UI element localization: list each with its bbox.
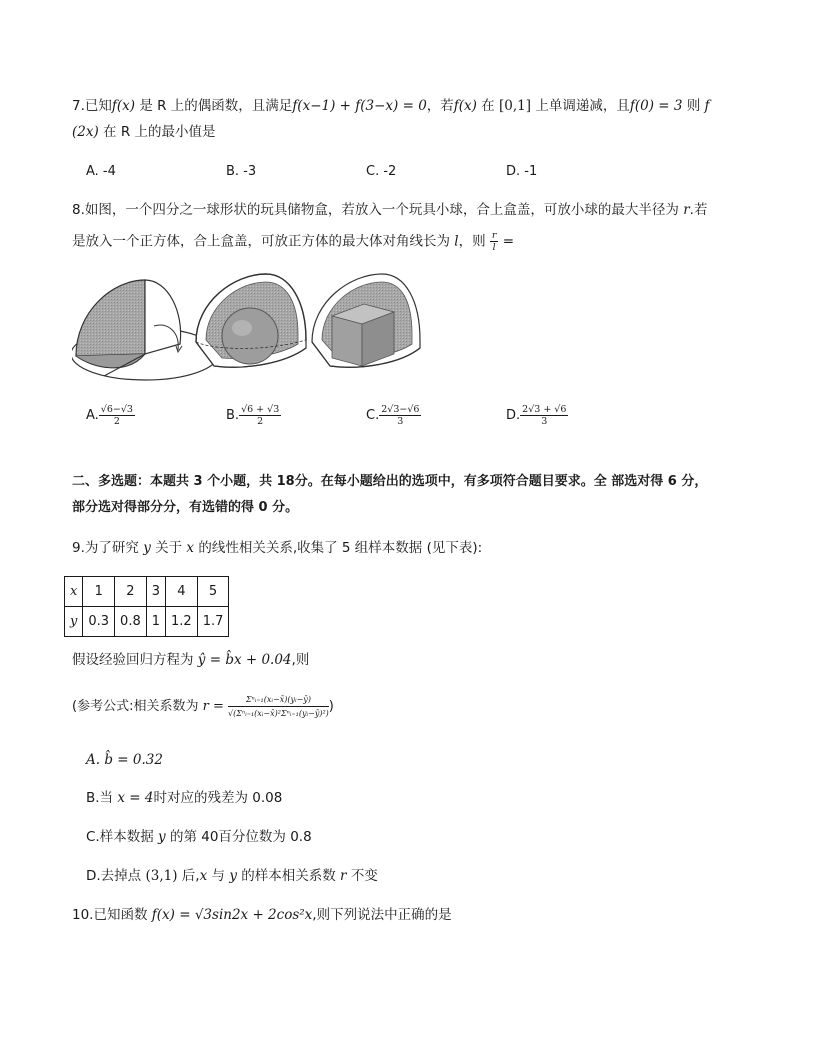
regression-equation: ŷ = b̂x + 0.04 (197, 652, 292, 668)
table-cell: 1 (83, 577, 115, 607)
q7-f0: f(0) = 3 (629, 98, 683, 114)
table-cell: 4 (166, 577, 198, 607)
q7-fx: f(x) (111, 98, 136, 114)
table-cell: 5 (197, 577, 229, 607)
figure-box-with-ball (196, 274, 306, 367)
section2-line2: 部分选对得部分分，有选错的得 0 分。 (72, 500, 299, 515)
q10-line1: 10.已知函数 f(x) = √3sin2x + 2cos²x,则下列说法中正确的是 (72, 907, 452, 923)
q9-option-a: A. b̂ = 0.32 (86, 752, 163, 768)
sample-data-table (64, 576, 229, 637)
q7-option-a: A. -4 (86, 164, 116, 179)
q7-option-d: D. -1 (506, 164, 538, 179)
q7-line2: (2x) 在 R 上的最小值是 (72, 124, 216, 140)
table-row-y (65, 607, 229, 637)
section2-line1: 二、多选题：本题共 3 个小题，共 18分。在每小题给出的选项中，有多项符合题目要求。全 部选对得 6 分， (72, 474, 708, 489)
table-cell: 0.3 (83, 607, 115, 637)
q7-equation: f(x−1) + f(3−x) = 0 (292, 98, 427, 114)
q9-option-c: C.样本数据 y 的第 40百分位数为 0.8 (86, 829, 312, 845)
q8-option-b: B. $\frac{√6 + √3}{2}$ (226, 404, 280, 427)
q9-line1: 9.为了研究 y 关于 x 的线性相关关系,收集了 5 组样本数据 (见下表): (72, 540, 483, 556)
table-row-x (65, 577, 229, 607)
table-cell: 1 (146, 607, 165, 637)
q8-line1: 8.如图，一个四分之一球形状的玩具储物盒，若放入一个玩具小球，合上盒盖，可放小球的最大半径为 r.若 (72, 202, 708, 218)
table-cell: 1.7 (197, 607, 229, 637)
table-cell: 0.8 (115, 607, 147, 637)
q8-option-c: C. $\frac{2√3-√6}{3}$ (366, 404, 420, 427)
table-cell: y (65, 607, 83, 637)
q8-option-a: A. $\frac{√6-√3}{2}$ (86, 404, 133, 427)
q9-option-d: D.去掉点 (3,1) 后,x 与 y 的样本相关系数 r 不变 (86, 868, 378, 884)
table-cell: x (65, 577, 83, 607)
q8-ratio: $\frac{r}{l}$ (491, 230, 497, 253)
q7-option-b: B. -3 (226, 164, 257, 179)
figure-box-with-cube (312, 274, 420, 367)
q7-line1: 7.已知f(x) 是 R 上的偶函数，且满足f(x−1) + f(3−x) = 0，若f(x) 在 [0,1] 上单调递减，且f(0) = 3 则 f (72, 98, 710, 114)
q10-function: f(x) = √3sin2x + 2cos²x (151, 907, 313, 923)
q8-line2: 是放入一个正方体，合上盒盖，可放正方体的最大体对角线长为 l，则 $\frac{r}{l}$ = (72, 230, 515, 253)
correlation-fraction: $\frac{\text{Σⁿᵢ₌₁(xᵢ−x̄)(yᵢ−ȳ)}}{\text{√(Σⁿᵢ₌₁(xᵢ−x̄)²Σⁿᵢ₌₁(yᵢ−ȳ)²)}}$ (227, 695, 329, 718)
table-cell: 1.2 (166, 607, 198, 637)
q7-option-c: C. -2 (366, 164, 397, 179)
quarter-sphere-figures (72, 272, 452, 387)
q9-reference-formula: (参考公式:相关系数为 r = $\frac{\text{Σⁿᵢ₌₁(xᵢ−x̄)(yᵢ−ȳ)}}{\text{√(Σⁿᵢ₌₁(xᵢ−x̄)²Σⁿᵢ₌₁(yᵢ−ȳ)²)}}$ ) (72, 695, 334, 718)
table-cell: 3 (146, 577, 165, 607)
table-cell: 2 (115, 577, 147, 607)
q8-option-d: D. $\frac{2√3 + √6}{3}$ (506, 404, 567, 427)
q9-regression-line: 假设经验回归方程为 ŷ = b̂x + 0.04,则 (72, 652, 310, 668)
q9-option-b: B.当 x = 4时对应的残差为 0.08 (86, 790, 283, 806)
q7-interval: [0,1] (499, 98, 532, 114)
